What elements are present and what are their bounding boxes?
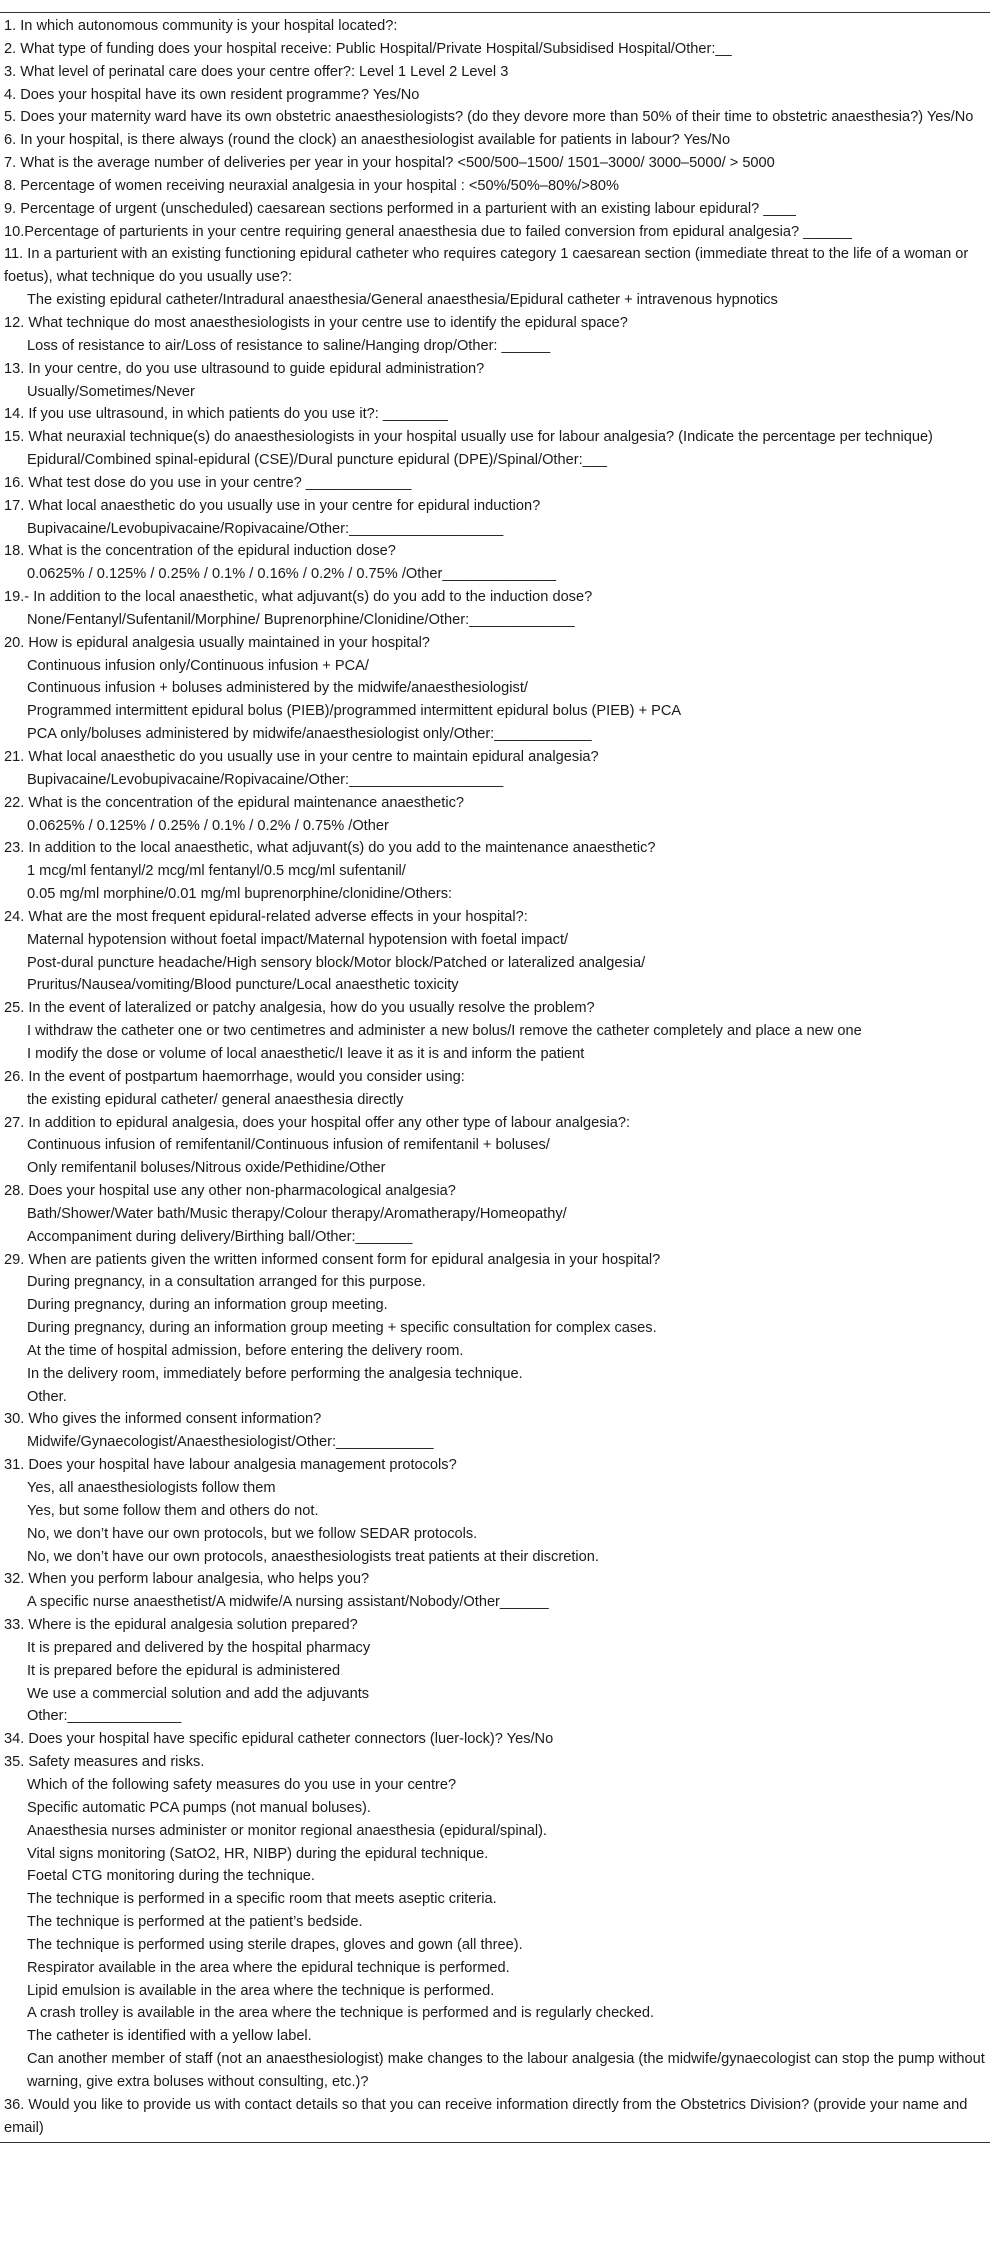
question-label: When are patients given the written informed consent form for epidural analgesia in your hospital? (28, 1251, 661, 1268)
answer-options: It is prepared and delivered by the hospital pharmacy (27, 1639, 371, 1656)
answer-options: It is prepared before the epidural is administered (27, 1662, 341, 1679)
answer-options: A crash trolley is available in the area where the technique is performed and is regularly checked. (27, 2005, 655, 2022)
question-text (4, 15, 990, 38)
question-item (0, 746, 990, 792)
question-number: 19.- (4, 589, 30, 606)
question-number: 7. (4, 155, 17, 172)
question-text (4, 1454, 990, 1477)
question-number: 12. (4, 314, 25, 331)
answer-options: Pruritus/Nausea/vomiting/Blood puncture/Local anaesthetic toxicity (27, 977, 459, 994)
question-label: Where is the epidural analgesia solution prepared? (28, 1617, 358, 1634)
question-label: In addition to the local anaesthetic, what adjuvant(s) do you add to the maintenance anaesthetic? (28, 840, 656, 857)
question-number: 13. (4, 360, 25, 377)
question-item (0, 129, 990, 152)
question-number: 22. (4, 794, 25, 811)
question-item (0, 175, 990, 198)
answer-options: Can another member of staff (not an anaesthesiologist) make changes to the labour analgesia (the midwife/gynaecologist can stop the pump without warning, give extra boluses without consulting, etc.)? (27, 2051, 985, 2090)
question-number: 9. (4, 200, 17, 217)
answer-options: Respirator available in the area where the epidural technique is performed. (27, 1959, 510, 1976)
question-label: When you perform labour analgesia, who helps you? (28, 1571, 370, 1588)
question-number: 33. (4, 1617, 25, 1634)
question-item (0, 152, 990, 175)
answer-options: Continuous infusion of remifentanil/Continuous infusion of remifentanil + boluses/ (27, 1137, 550, 1154)
question-text (4, 495, 990, 518)
question-text (4, 1112, 990, 1135)
answer-options: Post-dural puncture headache/High sensory block/Motor block/Patched or lateralized analgesia/ (27, 954, 646, 971)
question-item (0, 198, 990, 221)
answer-options: Vital signs monitoring (SatO2, HR, NIBP) during the epidural technique. (27, 1845, 489, 1862)
question-text (4, 358, 990, 381)
question-number: 28. (4, 1183, 25, 1200)
question-item (0, 997, 990, 1066)
question-label: What level of perinatal care does your centre offer?: Level 1 Level 2 Level 3 (20, 63, 509, 80)
question-item (0, 1249, 990, 1409)
question-label: What local anaesthetic do you usually use in your centre to maintain epidural analgesia? (28, 749, 599, 765)
question-item (0, 84, 990, 107)
question-item (0, 1408, 990, 1454)
answer-options: Lipid emulsion is available in the area where the technique is performed. (27, 1982, 495, 1999)
question-item (0, 243, 990, 312)
question-label: Percentage of women receiving neuraxial analgesia in your hospital : <50%/50%–80%/>80% (20, 177, 619, 194)
question-number: 25. (4, 1000, 25, 1017)
question-number: 3. (4, 63, 17, 80)
question-item (0, 632, 990, 746)
question-text (4, 632, 990, 655)
answer-options: Foetal CTG monitoring during the technique. (27, 1868, 315, 1885)
answer-options: The existing epidural catheter/Intradural anaesthesia/General anaesthesia/Epidural catheter + intravenous hypnotics (27, 292, 778, 309)
question-item (0, 472, 990, 495)
question-number: 24. (4, 908, 25, 925)
question-number: 35. (4, 1754, 25, 1771)
question-number: 5. (4, 109, 17, 126)
question-label: In which autonomous community is your hospital located?: (20, 18, 398, 34)
question-text (4, 198, 990, 221)
question-text (4, 1066, 990, 1089)
question-number: 14. (4, 406, 25, 423)
question-item (0, 540, 990, 586)
question-text (4, 2094, 990, 2140)
question-label: Does your hospital have its own resident programme? Yes/No (20, 86, 420, 103)
question-label: Who gives the informed consent information? (28, 1411, 322, 1428)
question-text (4, 152, 990, 175)
answer-options: PCA only/boluses administered by midwife/anaesthesiologist only/Other:____________ (27, 726, 592, 743)
question-label: Does your hospital use any other non-pharmacological analgesia? (28, 1183, 456, 1200)
answer-options: Which of the following safety measures do you use in your centre? (27, 1776, 457, 1793)
answer-options: A specific nurse anaesthetist/A midwife/A nursing assistant/Nobody/Other______ (27, 1594, 549, 1611)
question-item (0, 1112, 990, 1181)
question-text (4, 129, 990, 152)
question-item (0, 2094, 990, 2140)
question-number: 30. (4, 1411, 25, 1428)
answer-options: 1 mcg/ml fentanyl/2 mcg/ml fentanyl/0.5 mcg/ml sufentanil/ (27, 863, 406, 880)
answer-options: Other. (27, 1388, 67, 1405)
question-number: 29. (4, 1251, 25, 1268)
question-number: 23. (4, 840, 25, 857)
question-label: In the event of postpartum haemorrhage, would you consider using: (28, 1068, 465, 1085)
question-text (4, 1408, 990, 1431)
question-text (4, 837, 990, 860)
question-text (4, 221, 990, 244)
question-number: 8. (4, 177, 17, 194)
answer-options: Bath/Shower/Water bath/Music therapy/Colour therapy/Aromatherapy/Homeopathy/ (27, 1205, 567, 1222)
answer-options: No, we don’t have our own protocols, anaesthesiologists treat patients at their discretion. (27, 1548, 599, 1565)
question-item (0, 106, 990, 129)
question-label: Would you like to provide us with contact details so that you can receive information directly from the Obstetrics Division? (provide your name and email) (4, 2096, 968, 2136)
answer-options: 0.0625% / 0.125% / 0.25% / 0.1% / 0.16% / 0.2% / 0.75% /Other______________ (27, 566, 556, 583)
question-text (4, 106, 990, 129)
question-number: 21. (4, 749, 25, 765)
question-item (0, 1568, 990, 1614)
question-item (0, 312, 990, 358)
answer-options: the existing epidural catheter/ general anaesthesia directly (27, 1091, 404, 1108)
question-text (4, 175, 990, 198)
question-text (4, 1728, 990, 1751)
question-label: Does your hospital have specific epidural catheter connectors (luer-lock)? Yes/No (28, 1731, 554, 1748)
question-number: 26. (4, 1068, 25, 1085)
answer-options: Programmed intermittent epidural bolus (PIEB)/programmed intermittent epidural bolus (PIEB) + PCA (27, 703, 682, 720)
question-item (0, 426, 990, 472)
question-text (4, 746, 990, 769)
answer-options: Bupivacaine/Levobupivacaine/Ropivacaine/Other:___________________ (27, 520, 504, 537)
question-number: 16. (4, 474, 25, 491)
question-item (0, 792, 990, 838)
answer-options: Anaesthesia nurses administer or monitor regional anaesthesia (epidural/spinal). (27, 1822, 547, 1839)
question-label: Safety measures and risks. (28, 1754, 205, 1771)
question-label: Does your hospital have labour analgesia management protocols? (28, 1457, 457, 1474)
answer-options: Only remifentanil boluses/Nitrous oxide/Pethidine/Other (27, 1160, 386, 1177)
question-item (0, 1614, 990, 1728)
answer-options: Maternal hypotension without foetal impact/Maternal hypotension with foetal impact/ (27, 931, 569, 948)
question-item (0, 1728, 990, 1751)
question-text (4, 426, 990, 449)
question-label: If you use ultrasound, in which patients do you use it?: ________ (28, 406, 448, 423)
question-text (4, 1614, 990, 1637)
question-label: In a parturient with an existing functioning epidural catheter who requires category 1 caesarean section (immediate threat to the life of a woman or foetus), what technique do you usually use?: (4, 246, 969, 286)
answer-options: Loss of resistance to air/Loss of resistance to saline/Hanging drop/Other: ______ (27, 337, 551, 354)
question-label: What is the concentration of the epidural induction dose? (28, 543, 396, 560)
question-label: What neuraxial technique(s) do anaesthesiologists in your hospital usually use for labour analgesia? (Indicate the percentage per technique) (28, 429, 933, 446)
answer-options: Midwife/Gynaecologist/Anaesthesiologist/Other:____________ (27, 1434, 434, 1451)
question-label: Percentage of parturients in your centre requiring general anaesthesia due to failed conversion from epidural analgesia? ______ (24, 223, 852, 240)
answer-options: The technique is performed at the patient’s bedside. (27, 1914, 363, 1931)
question-number: 6. (4, 132, 17, 149)
answer-options: 0.05 mg/ml morphine/0.01 mg/ml buprenorphine/clonidine/Others: (27, 886, 453, 903)
answer-options: The technique is performed using sterile drapes, gloves and gown (all three). (27, 1936, 523, 1953)
answer-options: We use a commercial solution and add the adjuvants (27, 1685, 370, 1702)
question-label: Does your maternity ward have its own obstetric anaesthesiologists? (do they devore more than 50% of their time to obstetric anaesthesia?) Yes/No (20, 109, 974, 126)
question-number: 10. (4, 223, 25, 240)
question-label: What type of funding does your hospital receive: Public Hospital/Private Hospital/Subsidised Hospital/Other:__ (20, 40, 732, 57)
question-label: What are the most frequent epidural-related adverse effects in your hospital?: (28, 908, 528, 925)
question-item (0, 61, 990, 84)
question-text (4, 61, 990, 84)
question-text (4, 792, 990, 815)
answer-options: No, we don’t have our own protocols, but we follow SEDAR protocols. (27, 1525, 478, 1542)
question-number: 36. (4, 2096, 25, 2113)
question-label: What local anaesthetic do you usually use in your centre for epidural induction? (28, 497, 541, 514)
question-label: In your centre, do you use ultrasound to guide epidural administration? (28, 360, 485, 377)
question-item (0, 906, 990, 997)
question-text (4, 997, 990, 1020)
answer-options: The catheter is identified with a yellow label. (27, 2028, 312, 2045)
question-text (4, 1249, 990, 1272)
question-text (4, 1568, 990, 1591)
question-label: What is the average number of deliveries per year in your hospital? <500/500–1500/ 1501–3000/ 3000–5000/ > 5000 (20, 155, 775, 172)
question-item (0, 403, 990, 426)
question-text (4, 312, 990, 335)
answer-options: Continuous infusion + boluses administered by the midwife/anaesthesiologist/ (27, 680, 528, 697)
answer-options: Continuous infusion only/Continuous infusion + PCA/ (27, 657, 369, 674)
question-number: 31. (4, 1457, 25, 1474)
answer-options: Epidural/Combined spinal-epidural (CSE)/Dural puncture epidural (DPE)/Spinal/Other:___ (27, 452, 607, 469)
question-text (4, 1751, 990, 1774)
question-text (4, 906, 990, 929)
answer-options: At the time of hospital admission, before entering the delivery room. (27, 1342, 464, 1359)
question-text (4, 38, 990, 61)
question-number: 2. (4, 40, 17, 57)
question-label: How is epidural analgesia usually maintained in your hospital? (28, 634, 430, 651)
answer-options: 0.0625% / 0.125% / 0.25% / 0.1% / 0.2% / 0.75% /Other (27, 817, 389, 834)
question-number: 11. (4, 246, 24, 263)
question-item (0, 1751, 990, 2094)
question-label: What technique do most anaesthesiologists in your centre use to identify the epidural space? (28, 314, 628, 331)
answer-options: Other:______________ (27, 1708, 182, 1725)
question-label: In your hospital, is there always (round the clock) an anaesthesiologist available for patients in labour? Yes/No (20, 132, 731, 149)
answer-options: The technique is performed in a specific room that meets aseptic criteria. (27, 1891, 497, 1908)
answer-options: Yes, all anaesthesiologists follow them (27, 1480, 276, 1496)
question-item (0, 358, 990, 404)
question-item (0, 1180, 990, 1249)
questionnaire-table (0, 12, 990, 2143)
question-number: 27. (4, 1114, 25, 1131)
question-text (4, 403, 990, 426)
question-number: 17. (4, 497, 25, 514)
question-item (0, 38, 990, 61)
question-text (4, 1180, 990, 1203)
question-item (0, 1454, 990, 1568)
question-item (0, 837, 990, 906)
answer-options: Accompaniment during delivery/Birthing ball/Other:_______ (27, 1228, 413, 1245)
question-text (4, 472, 990, 495)
question-item (0, 586, 990, 632)
question-number: 18. (4, 543, 25, 560)
question-item (0, 495, 990, 541)
answer-options: In the delivery room, immediately before performing the analgesia technique. (27, 1365, 523, 1382)
answer-options: None/Fentanyl/Sufentanil/Morphine/ Buprenorphine/Clonidine/Other:_____________ (27, 611, 575, 628)
question-text (4, 586, 990, 609)
question-label: In the event of lateralized or patchy analgesia, how do you usually resolve the problem? (28, 1000, 595, 1017)
question-label: Percentage of urgent (unscheduled) caesarean sections performed in a parturient with an existing labour epidural? ____ (20, 200, 796, 217)
answer-options: Yes, but some follow them and others do not. (27, 1502, 319, 1519)
question-item (0, 15, 990, 38)
question-number: 34. (4, 1731, 25, 1748)
question-text (4, 540, 990, 563)
answer-options: Usually/Sometimes/Never (27, 383, 195, 400)
question-number: 4. (4, 86, 17, 103)
answer-options: Specific automatic PCA pumps (not manual boluses). (27, 1799, 371, 1816)
question-label: In addition to the local anaesthetic, what adjuvant(s) do you add to the induction dose? (33, 589, 593, 606)
answer-options: During pregnancy, during an information group meeting. (27, 1297, 388, 1314)
question-number: 32. (4, 1571, 25, 1588)
question-number: 1. (4, 18, 17, 34)
question-number: 15. (4, 429, 25, 446)
question-label: What is the concentration of the epidural maintenance anaesthetic? (28, 794, 465, 811)
question-text (4, 243, 990, 289)
answer-options: During pregnancy, during an information group meeting + specific consultation for complex cases. (27, 1320, 657, 1337)
question-text (4, 84, 990, 107)
question-label: What test dose do you use in your centre? _____________ (28, 474, 412, 491)
answer-options: I withdraw the catheter one or two centimetres and administer a new bolus/I remove the catheter completely and place a new one (27, 1023, 862, 1040)
question-item (0, 221, 990, 244)
question-number: 20. (4, 634, 25, 651)
answer-options: During pregnancy, in a consultation arranged for this purpose. (27, 1274, 426, 1291)
question-item (0, 1066, 990, 1112)
answer-options: I modify the dose or volume of local anaesthetic/I leave it as it is and inform the patient (27, 1045, 585, 1062)
answer-options: Bupivacaine/Levobupivacaine/Ropivacaine/Other:___________________ (27, 771, 504, 788)
question-label: In addition to epidural analgesia, does your hospital offer any other type of labour analgesia?: (28, 1114, 631, 1131)
